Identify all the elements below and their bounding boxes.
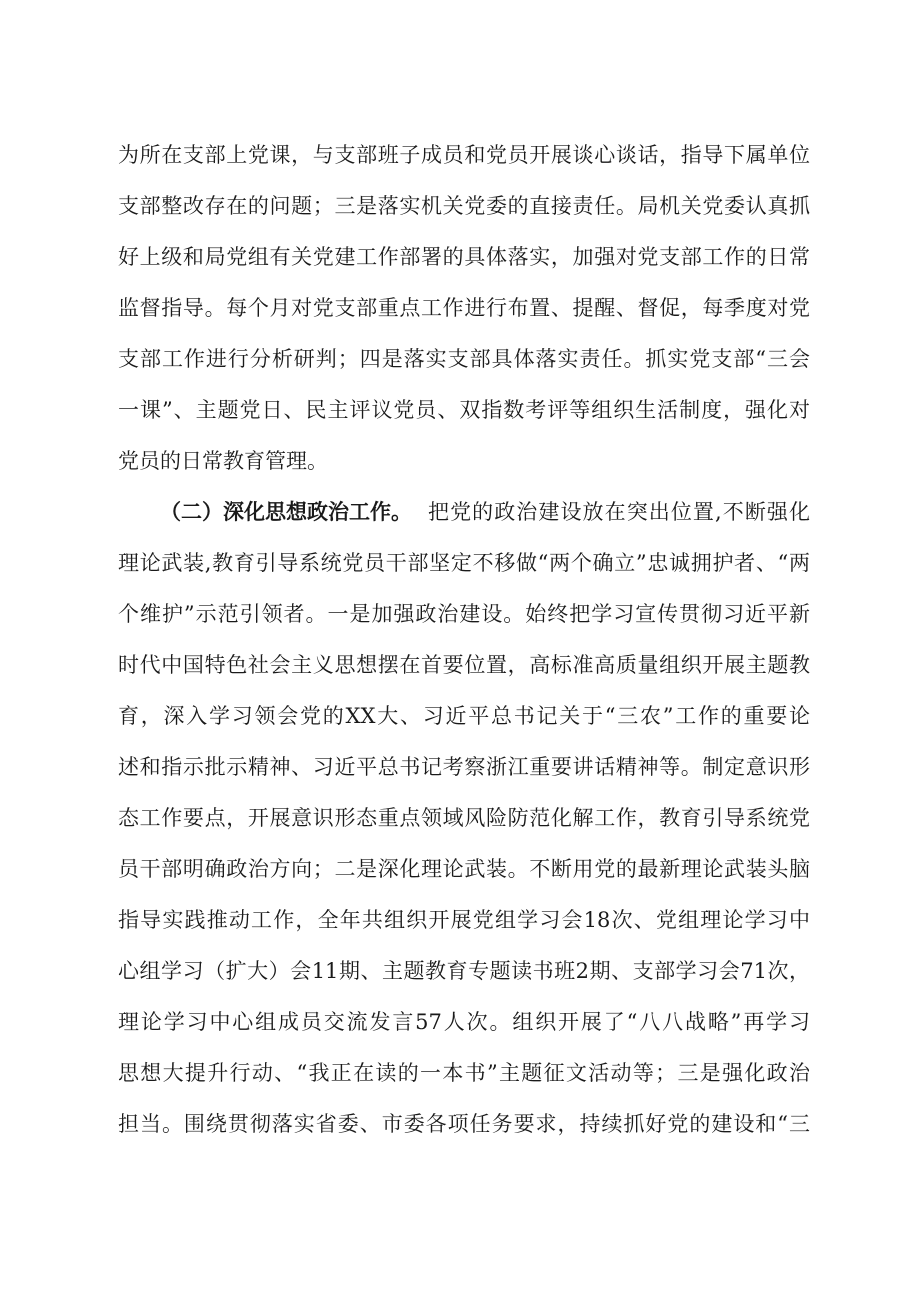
section-heading: （二）深化思想政治工作。 xyxy=(160,499,412,524)
text-line: 把党的政治建设放在突出位置,不断强化 xyxy=(428,500,810,524)
text-line: 心组学习（扩大）会11期、主题教育专题读书班2期、支部学习会71次， xyxy=(118,959,810,983)
text-line: 担当。围绕贯彻落实省委、市委各项任务要求，持续抓好党的建设和“三 xyxy=(118,1112,810,1136)
text-line: 支部工作进行分析研判；四是落实支部具体落实责任。抓实党支部“三会 xyxy=(118,347,810,371)
text-line: 态工作要点，开展意识形态重点领域风险防范化解工作，教育引导系统党 xyxy=(118,806,810,830)
text-line: 监督指导。每个月对党支部重点工作进行布置、提醒、督促，每季度对党 xyxy=(118,296,810,320)
text-line: 员干部明确政治方向；二是深化理论武装。不断用党的最新理论武装头脑 xyxy=(118,857,810,881)
text-line: 时代中国特色社会主义思想摆在首要位置，高标准高质量组织开展主题教 xyxy=(118,653,810,677)
text-line: 述和指示批示精神、习近平总书记考察浙江重要讲话精神等。制定意识形 xyxy=(118,755,810,779)
text-line: 一课”、主题党日、民主评议党员、双指数考评等组织生活制度，强化对 xyxy=(118,398,810,422)
text-line: 好上级和局党组有关党建工作部署的具体落实，加强对党支部工作的日常 xyxy=(118,245,810,269)
text-line: 党员的日常教育管理。 xyxy=(118,449,328,473)
text-line: 育，深入学习领会党的XX大、习近平总书记关于“三农”工作的重要论 xyxy=(118,704,810,728)
text-line: 个维护”示范引领者。一是加强政治建设。始终把学习宣传贯彻习近平新 xyxy=(118,602,810,626)
text-line: 指导实践推动工作，全年共组织开展党组学习会18次、党组理论学习中 xyxy=(118,908,810,932)
text-line: 为所在支部上党课，与支部班子成员和党员开展谈心谈话，指导下属单位 xyxy=(118,143,810,167)
text-line: 理论学习中心组成员交流发言57人次。组织开展了“八八战略”再学习 xyxy=(118,1010,810,1034)
text-line: 思想大提升行动、“我正在读的一本书”主题征文活动等；三是强化政治 xyxy=(118,1061,810,1085)
text-line: 理论武装,教育引导系统党员干部坚定不移做“两个确立”忠诚拥护者、“两 xyxy=(118,551,810,575)
text-line: 支部整改存在的问题；三是落实机关党委的直接责任。局机关党委认真抓 xyxy=(118,194,810,218)
